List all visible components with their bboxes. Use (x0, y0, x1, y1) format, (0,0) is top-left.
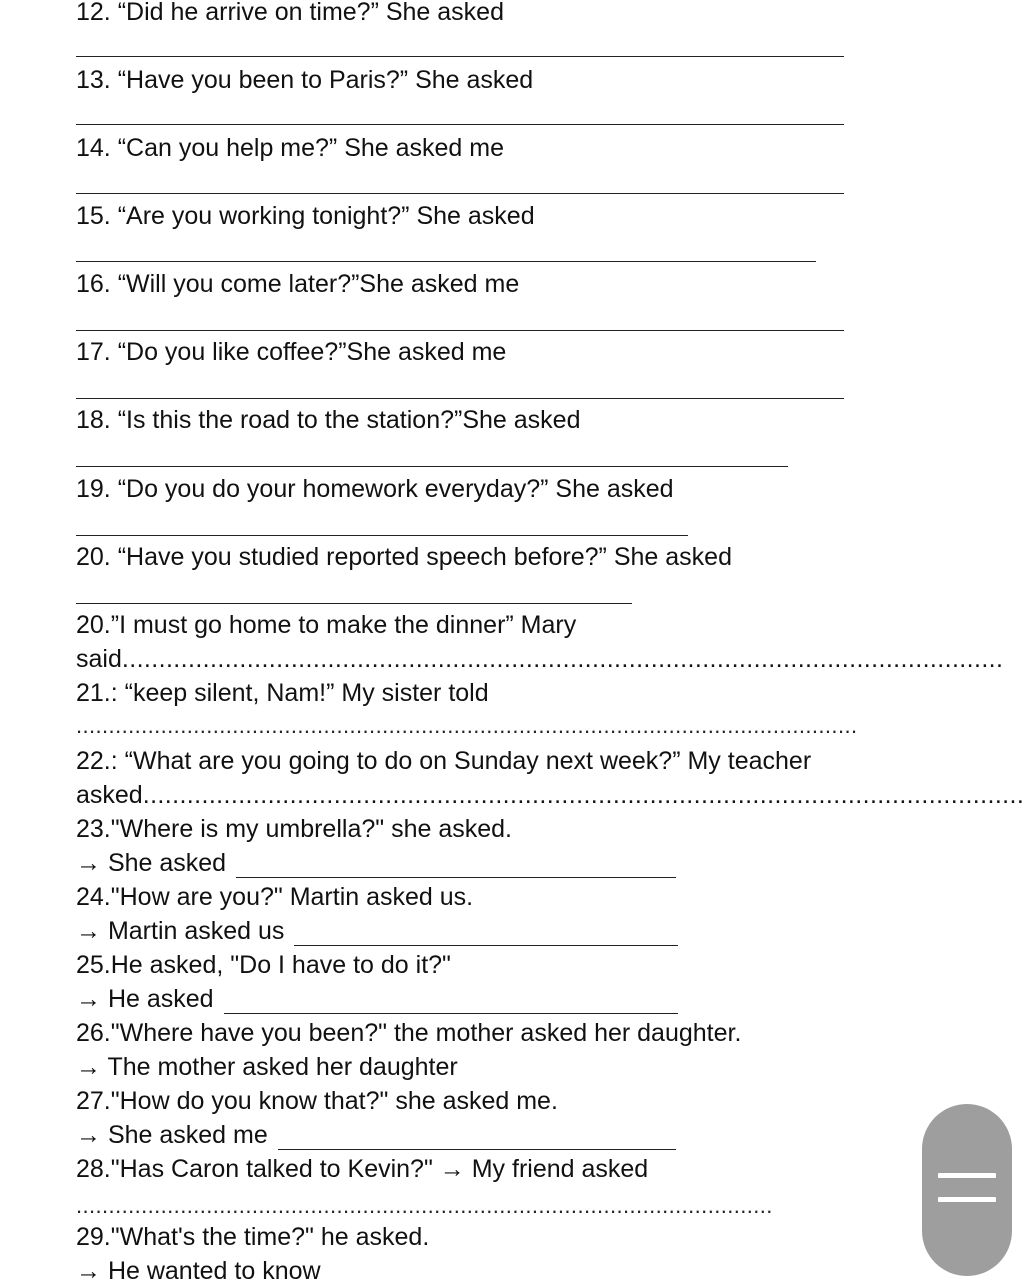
answer-line-12[interactable] (76, 56, 844, 57)
prompt-text: → She asked me (76, 1121, 268, 1149)
answer-line-17[interactable] (76, 398, 844, 399)
answer-line-18[interactable] (76, 466, 788, 467)
question-29: 29."What's the time?" he asked. (76, 1223, 430, 1251)
question-21: 21.: “keep silent, Nam!” My sister told (76, 679, 489, 707)
answer-dots-22[interactable]: ........................................................................................................................ (142, 781, 1024, 809)
question-23: 23."Where is my umbrella?" she asked. (76, 815, 512, 843)
question-18: 18. “Is this the road to the station?”She asked (76, 406, 581, 434)
answer-line-27[interactable] (278, 1123, 676, 1150)
answer-dots-21[interactable]: ........................................................................................................................ (76, 713, 858, 738)
answer-line-20a[interactable] (76, 603, 632, 604)
question-25: 25.He asked, "Do I have to do it?" (76, 951, 451, 979)
question-13: 13. “Have you been to Paris?” She asked (76, 66, 534, 94)
answer-dots-20b[interactable]: ........................................................................................................................ (121, 645, 1004, 673)
continuation-word: said (76, 645, 122, 673)
question-14: 14. “Can you help me?” She asked me (76, 134, 505, 162)
question-20a: 20. “Have you studied reported speech before?” She asked (76, 543, 732, 571)
answer-dots-28[interactable]: ........................................................................................................... (76, 1193, 773, 1218)
question-15: 15. “Are you working tonight?” She asked (76, 202, 535, 230)
answer-line-15[interactable] (76, 261, 816, 262)
question-12: 12. “Did he arrive on time?” She asked (76, 0, 504, 26)
answer-line-25[interactable] (224, 987, 678, 1014)
question-16: 16. “Will you come later?”She asked me (76, 270, 520, 298)
question-27: 27."How do you know that?" she asked me. (76, 1087, 558, 1115)
question-19: 19. “Do you do your homework everyday?” She asked (76, 475, 674, 503)
question-17: 17. “Do you like coffee?”She asked me (76, 338, 507, 366)
answer-line-13[interactable] (76, 124, 844, 125)
question-26: 26."Where have you been?" the mother asked her daughter. (76, 1019, 742, 1047)
question-24: 24."How are you?" Martin asked us. (76, 883, 474, 911)
answer-line-14[interactable] (76, 193, 844, 194)
question-22-cont (76, 780, 1024, 810)
continuation-word: asked (76, 781, 143, 809)
answer-line-23[interactable] (236, 851, 676, 878)
prompt-23 (76, 848, 676, 878)
prompt-29: → He wanted to know (76, 1257, 321, 1285)
question-28: 28."Has Caron talked to Kevin?" → My friend asked (76, 1155, 649, 1183)
prompt-text: → He asked (76, 985, 214, 1013)
question-20b-cont (76, 644, 1004, 674)
answer-line-16[interactable] (76, 330, 844, 331)
question-22: 22.: “What are you going to do on Sunday next week?” My teacher (76, 747, 812, 775)
prompt-26: → The mother asked her daughter (76, 1053, 458, 1081)
prompt-text: → Martin asked us (76, 917, 285, 945)
answer-line-19[interactable] (76, 535, 688, 536)
answer-line-24[interactable] (294, 919, 678, 946)
scroll-handle[interactable] (922, 1104, 1012, 1276)
prompt-text: → She asked (76, 849, 227, 877)
prompt-24 (76, 916, 678, 946)
prompt-25 (76, 984, 678, 1014)
prompt-27 (76, 1120, 676, 1150)
question-20b: 20.”I must go home to make the dinner” Mary (76, 611, 577, 639)
